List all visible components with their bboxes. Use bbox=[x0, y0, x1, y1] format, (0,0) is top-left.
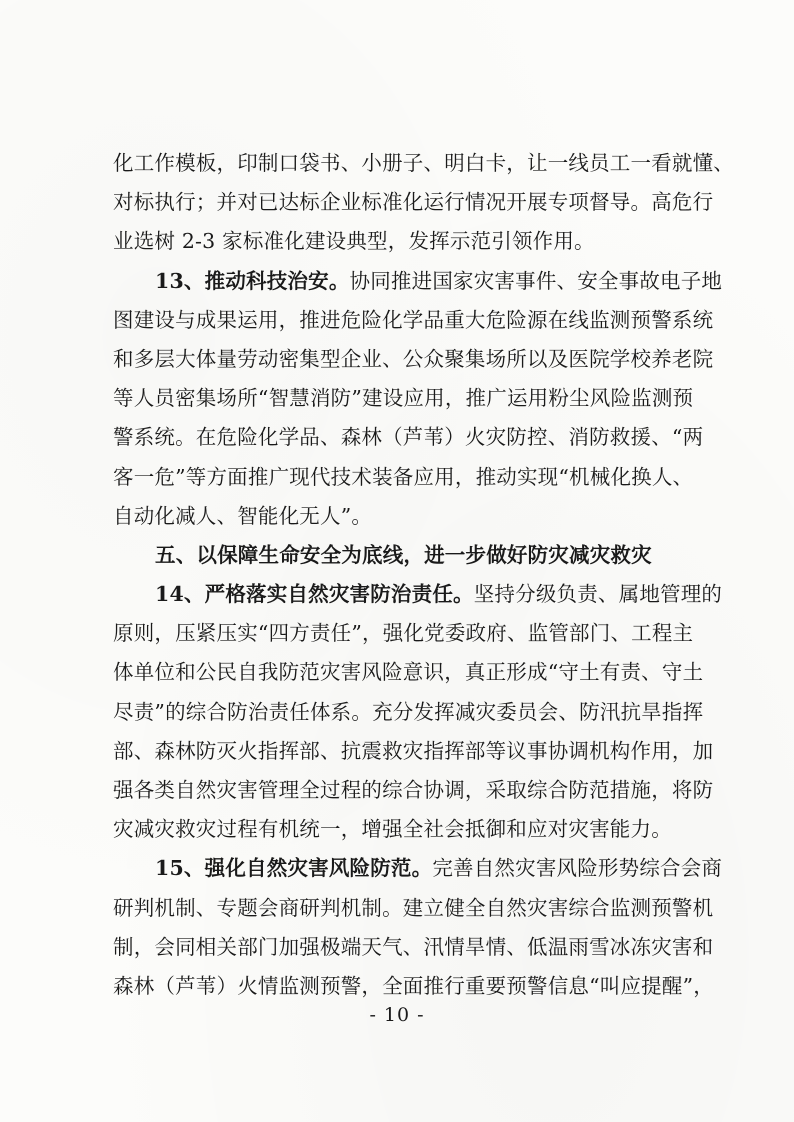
text-line: 业选树 2-3 家标准化建设典型，发挥示范引领作用。 bbox=[113, 229, 595, 254]
text-line: 客一危”等方面推广现代技术装备应用，推动实现“机械化换人、 bbox=[113, 464, 694, 489]
text-line: 研判机制、专题会商研判机制。建立健全自然灾害综合监测预警机 bbox=[113, 895, 714, 920]
paragraph-text: 坚持分级负责、属地管理的 bbox=[473, 582, 723, 607]
paragraph-first-line bbox=[113, 262, 723, 301]
text-line: 制，会同相关部门加强极端天气、汛情旱情、低温雨雪冰冻灾害和 bbox=[113, 934, 714, 959]
text-line: 体单位和公民自我防范灾害风险意识，真正形成“守土有责、守土 bbox=[113, 660, 704, 685]
text-line: 尽责”的综合防治责任体系。充分发挥减灾委员会、防汛抗旱指挥 bbox=[113, 699, 704, 724]
document-body bbox=[113, 144, 734, 1006]
text-line: 自动化减人、智能化无人”。 bbox=[113, 503, 373, 528]
text-line: 化工作模板，印制口袋书、小册子、明白卡，让一线员工一看就懂、 bbox=[113, 151, 734, 175]
text-line: 图建设与成果运用，推进危险化学品重大危险源在线监测预警系统 bbox=[113, 307, 714, 332]
text-line: 警系统。在危险化学品、森林（芦苇）火灾防控、消防救援、“两 bbox=[113, 425, 704, 450]
page-number: - 10 - bbox=[369, 1004, 425, 1026]
paragraph-first-line bbox=[113, 575, 723, 614]
paragraph-text: 协同推进国家灾害事件、安全事故电子地 bbox=[349, 268, 723, 293]
text-line: 和多层大体量劳动密集型企业、公众聚集场所以及医院学校养老院 bbox=[113, 346, 714, 371]
text-line: 部、森林防灭火指挥部、抗震救灾指挥部等议事协调机构作用，加 bbox=[113, 738, 714, 763]
text-line: 对标执行；并对已达标企业标准化运行情况开展专项督导。高危行 bbox=[113, 190, 714, 215]
text-line: 强各类自然灾害管理全过程的综合协调，采取综合防范措施，将防 bbox=[113, 778, 714, 802]
text-line: 原则，压紧压实“四方责任”，强化党委政府、监管部门、工程主 bbox=[113, 621, 694, 646]
text-line: 灾减灾救灾过程有机统一，增强全社会抵御和应对灾害能力。 bbox=[113, 817, 672, 842]
paragraph-text: 完善自然灾害风险形势综合会商 bbox=[432, 856, 723, 881]
text-line: 等人员密集场所“智慧消防”建设应用，推广运用粉尘风险监测预 bbox=[113, 386, 694, 411]
item-heading: 13、推动科技治安。 bbox=[155, 268, 350, 293]
text-line: 森林（芦苇）火情监测预警，全面推行重要预警信息“叫应提醒”， bbox=[113, 973, 714, 998]
item-heading: 14、严格落实自然灾害防治责任。 bbox=[155, 582, 474, 607]
item-heading: 15、强化自然灾害风险防范。 bbox=[155, 856, 433, 881]
section-heading: 五、以保障生命安全为底线，进一步做好防灾减灾救灾 bbox=[155, 542, 652, 567]
paragraph-first-line bbox=[113, 849, 723, 888]
